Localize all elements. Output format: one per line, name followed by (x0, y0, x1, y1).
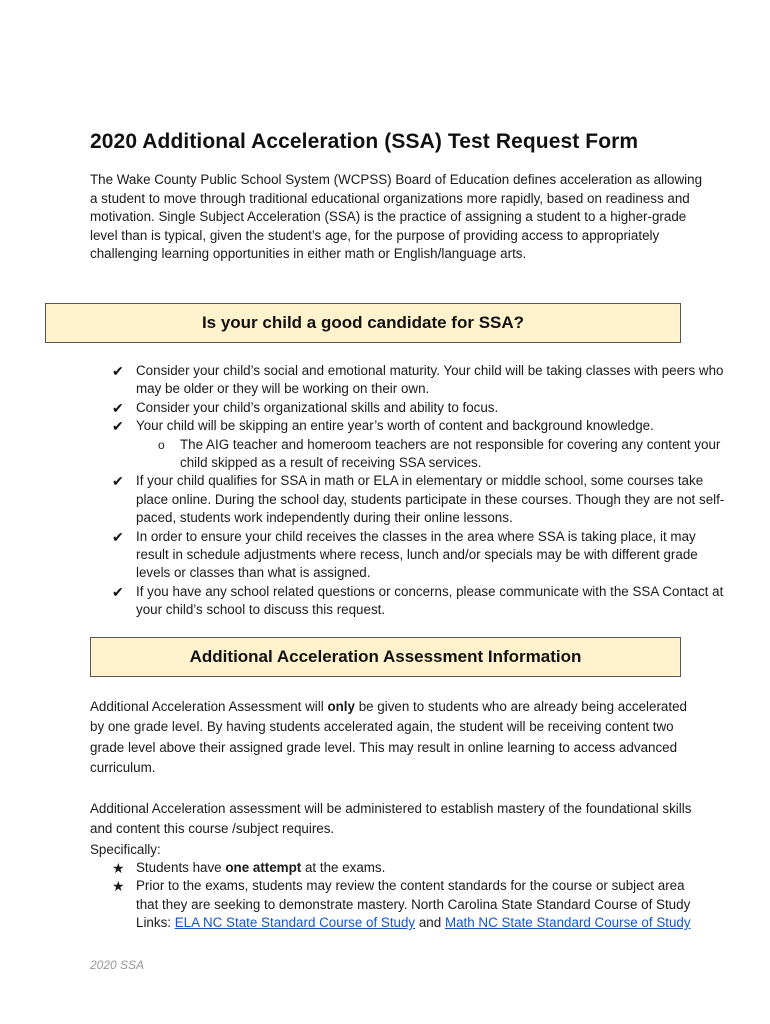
specifically-label: Specifically: (90, 841, 161, 857)
list-item-text: If your child qualifies for SSA in math or ELA in elementary or middle school, some courses take place online. During the school day, students participate in these courses. Though they are not self-paced, students work independently during their online lessons. (136, 473, 725, 526)
list-item (110, 472, 730, 527)
list-item (110, 399, 730, 417)
assessment-paragraph-2 (90, 799, 700, 860)
list-item (110, 528, 730, 583)
section-heading-assessment: Additional Acceleration Assessment Information (90, 637, 681, 677)
sub-list-item (158, 436, 730, 473)
text-run: at the exams. (301, 860, 386, 875)
text-run: Prior to the exams, students may review the content standards for the course or subject area that they are seeking to demonstrate mastery. North Carolina State Standard Course of Study Links: (136, 878, 691, 931)
text-run: and (415, 915, 445, 931)
checkmark-icon: ✔ (112, 418, 124, 435)
list-item-text: Consider your child’s organizational skills and ability to focus. (136, 399, 499, 415)
math-standards-link[interactable]: Math NC State Standard Course of Study (444, 915, 691, 931)
checkmark-icon: ✔ (112, 473, 124, 490)
list-item (110, 877, 710, 932)
list-item (110, 417, 730, 472)
assessment-paragraph-1 (90, 697, 700, 779)
candidate-checklist (110, 362, 730, 620)
text-run: Additional Acceleration Assessment will (90, 699, 328, 714)
star-icon: ★ (112, 878, 125, 895)
list-item-text: Your child will be skipping an entire year’s worth of content and background knowledge. (136, 418, 654, 434)
ela-standards-link[interactable]: ELA NC State Standard Course of Study (174, 915, 416, 931)
sub-list-item-text: The AIG teacher and homeroom teachers are not responsible for covering any content your child skipped as a result of receiving SSA services. (180, 436, 721, 471)
circle-bullet-icon: o (158, 437, 165, 452)
intro-paragraph: The Wake County Public School System (WCPSS) Board of Education defines acceleration as allowing a student to move through traditional educational organizations more rapidly, based on readiness and motivation. Single Subject Acceleration (SSA) is the practice of assigning a student to a higher-grade level than is typical, given the student’s age, for the purpose of providing access to appropriately challenging learning opportunities in either math or English/language arts. (90, 172, 703, 262)
list-item-text: If you have any school related questions or concerns, please communicate with the SSA Contact at your child’s school to discuss this request. (136, 583, 724, 618)
star-icon: ★ (112, 860, 125, 876)
checkmark-icon: ✔ (112, 363, 124, 379)
page-title: 2020 Additional Acceleration (SSA) Test Request Form (90, 130, 639, 153)
list-item-text: In order to ensure your child receives the classes in the area where SSA is taking place, it may result in schedule adjustments where recess, lunch and/or specials may be with different grade levels or classes than what is assigned. (136, 528, 698, 581)
text-run: Students have (136, 860, 226, 875)
emphasis-text: one attempt (225, 860, 302, 875)
list-item (110, 859, 710, 877)
section-heading-candidate: Is your child a good candidate for SSA? (45, 303, 681, 343)
checkmark-icon: ✔ (112, 399, 124, 416)
list-item-text: Consider your child’s social and emotional maturity. Your child will be taking classes with peers who may be older or they will be working on their own. (136, 363, 724, 397)
list-item (110, 362, 730, 399)
checkmark-icon: ✔ (112, 583, 124, 600)
emphasis-text: only (327, 699, 355, 714)
page-footer: 2020 SSA (90, 958, 145, 972)
assessment-star-list (110, 859, 710, 933)
checkmark-icon: ✔ (112, 528, 124, 545)
text-run: be given to students who are already being accelerated by one grade level. By having students accelerated again, the student will be receiving content two grade level above their assigned grade level. This may result in online learning to access advanced curriculum. (90, 699, 687, 776)
list-item (110, 583, 730, 620)
sub-list (136, 436, 730, 473)
text-run: Additional Acceleration assessment will be administered to establish mastery of the foundational skills and content this course /subject requires. (90, 801, 692, 837)
